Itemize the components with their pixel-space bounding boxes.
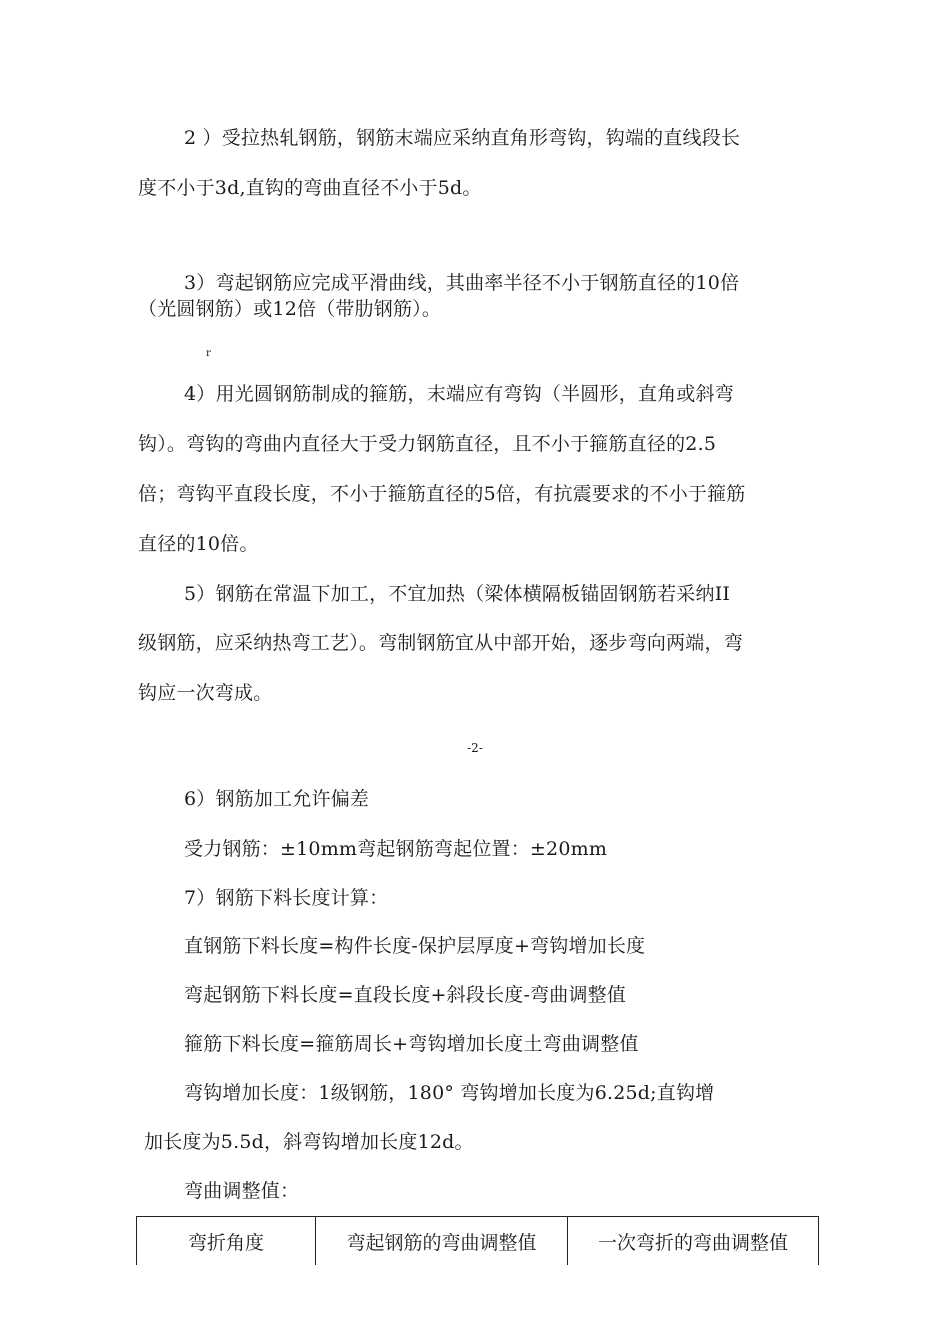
para-5-line-3: 钩应一次弯成。 bbox=[138, 682, 273, 704]
para-3-line-1: 3）弯起钢筋应完成平滑曲线，其曲率半径不小于钢筋直径的10倍 bbox=[184, 272, 740, 294]
section-6-title: 6）钢筋加工允许偏差 bbox=[184, 788, 370, 810]
para-4-line-1: 4）用光圆钢筋制成的箍筋，末端应有弯钩（半圆形，直角或斜弯 bbox=[184, 383, 734, 405]
hook-length-line-1: 弯钩增加长度：1级钢筋，180° 弯钩增加长度为6.25d;直钩增 bbox=[184, 1082, 715, 1104]
formula-stirrup: 箍筋下料长度=箍筋周长+弯钩增加长度土弯曲调整值 bbox=[184, 1033, 639, 1055]
para-4-line-2: 钩）。弯钩的弯曲内直径大于受力钢筋直径，且不小于箍筋直径的2.5 bbox=[138, 433, 717, 455]
para-5-line-1: 5）钢筋在常温下加工，不宜加热（梁体横隔板锚固钢筋若采纳II bbox=[184, 583, 731, 605]
formula-bent-bar: 弯起钢筋下料长度=直段长度+斜段长度-弯曲调整值 bbox=[184, 984, 627, 1006]
para-4-line-3: 倍；弯钩平直段长度，不小于箍筋直径的5倍，有抗震要求的不小于箍筋 bbox=[138, 483, 746, 505]
formula-straight-bar: 直钢筋下料长度=构件长度-保护层厚度+弯钩增加长度 bbox=[184, 935, 646, 957]
para-2-line-1: 2 ）受拉热轧钢筋，钢筋末端应采纳直角形弯钩，钩端的直线段长 bbox=[184, 127, 741, 149]
section-7-title: 7）钢筋下料长度计算： bbox=[184, 887, 389, 909]
table-header-row bbox=[137, 1217, 819, 1266]
para-5-line-2: 级钢筋，应采纳热弯工艺）。弯制钢筋宜从中部开始，逐步弯向两端，弯 bbox=[138, 632, 743, 654]
page-number: -2- bbox=[467, 741, 483, 755]
header-single-bend-adjust: 一次弯折的弯曲调整值 bbox=[568, 1217, 819, 1266]
para-3-line-2: （光圆钢筋）或12倍（带肋钢筋）。 bbox=[138, 298, 442, 320]
bend-adjustment-table bbox=[136, 1216, 819, 1265]
tolerance-line: 受力钢筋：±10mm弯起钢筋弯起位置：±20mm bbox=[184, 838, 608, 860]
header-bent-bar-adjust: 弯起钢筋的弯曲调整值 bbox=[316, 1217, 568, 1266]
para-2-line-2: 度不小于3d,直钩的弯曲直径不小于5d。 bbox=[138, 177, 482, 199]
para-4-line-4: 直径的10倍。 bbox=[138, 533, 259, 555]
bend-adjust-title: 弯曲调整值： bbox=[184, 1180, 300, 1202]
hook-length-line-2: 加长度为5.5d，斜弯钩增加长度12d。 bbox=[144, 1131, 474, 1153]
header-bend-angle: 弯折角度 bbox=[137, 1217, 316, 1266]
stray-mark: r bbox=[206, 348, 211, 359]
